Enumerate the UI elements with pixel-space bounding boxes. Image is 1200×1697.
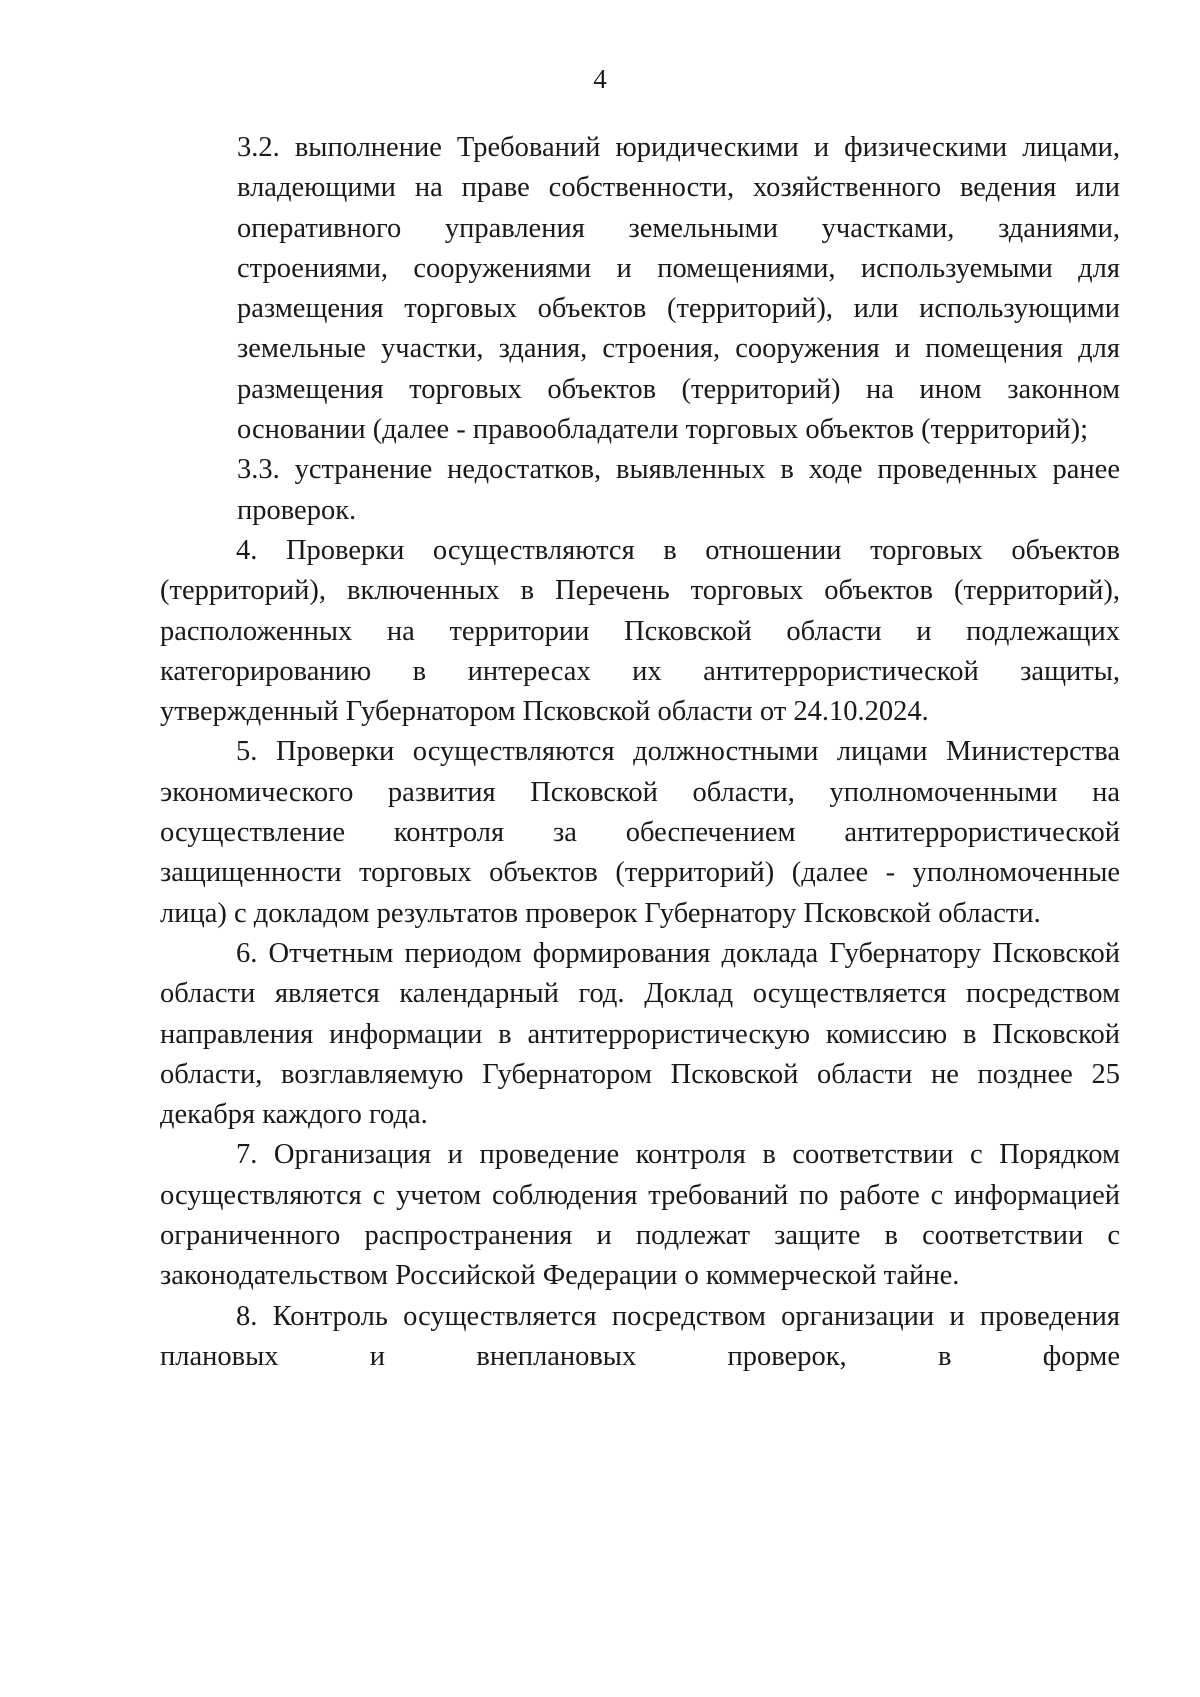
paragraph-7: 7. Организация и проведение контроля в соответствии с Порядком осуществляются с учетом соблюдения требований по работе с информацией ограниченного распространения и подлежат защите в соответствии с законодательством Российской Федерации о коммерческой тайне.: [160, 1139, 1120, 1292]
paragraph-6: 6. Отчетным периодом формирования доклада Губернатору Псковской области является календарный год. Доклад осуществляется посредством направления информации в антитеррористическую комиссию в Псковской области, возглавляемую Губернатором Псковской области не позднее 25 декабря каждого года.: [160, 937, 1120, 1131]
paragraph-4: 4. Проверки осуществляются в отношении торговых объектов (территорий), включенных в Перечень торговых объектов (территорий), расположенных на территории Псковской области и подлежащих категорированию в интересах их антитеррористической защиты, утвержденный Губернатором Псковской области от 24.10.2024.: [160, 534, 1120, 728]
paragraph-3-3: 3.3. устранение недостатков, выявленных в ходе проведенных ранее проверок.: [237, 454, 1120, 526]
document-body: [160, 128, 1120, 1377]
page-number: 4: [593, 64, 607, 94]
paragraph-5: 5. Проверки осуществляются должностными лицами Министерства экономического развития Псковской области, уполномоченными на осуществление контроля за обеспечением антитеррористической защищенности торговых объектов (территорий) (далее - уполномоченные лица) с докладом результатов проверок Губернатору Псковской области.: [160, 736, 1120, 929]
paragraph-3-2: 3.2. выполнение Требований юридическими и физическими лицами, владеющими на праве собственности, хозяйственного ведения или оперативного управления земельными участками, зданиями, строениями, сооружениями и помещениями, используемыми для размещения торговых объектов (территорий), или использующими земельные участки, здания, строения, сооружения и помещения для размещения торговых объектов (территорий) на ином законном основании (далее - правообладатели торговых объектов (территорий);: [237, 132, 1120, 446]
paragraph-8: 8. Контроль осуществляется посредством организации и проведения плановых и внеплановых проверок, в форме: [160, 1300, 1120, 1372]
